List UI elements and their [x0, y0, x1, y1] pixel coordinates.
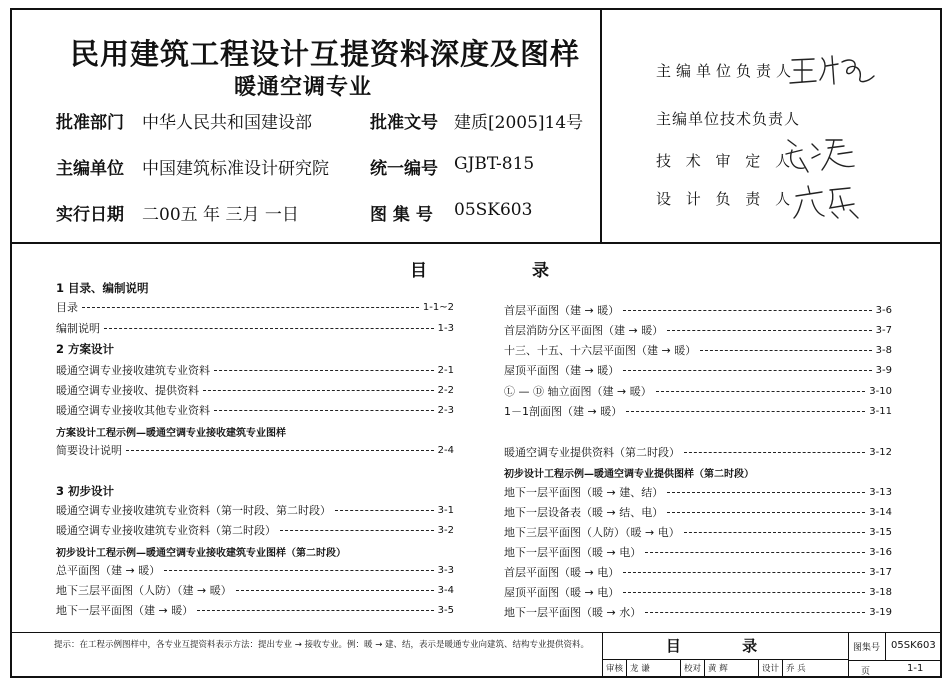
- toc-entry-page: 3-4: [437, 584, 454, 596]
- signature-strip: [603, 660, 849, 676]
- meta-label-effective-date: 实行日期: [56, 205, 124, 225]
- leader-line: [667, 330, 871, 331]
- toc-title-left: 目: [410, 261, 427, 281]
- meta-label-editor-unit: 主编单位: [56, 159, 124, 179]
- leader-line: [104, 328, 434, 329]
- footer-note: 提示：在工程示例图样中，各专业互提资料表示方法：提出专业 → 接收专业。例：暖 → 建、结，表示是暖通专业向建筑、结构专业提供资料。: [54, 640, 590, 650]
- sign-name-review: 龙 谦: [627, 660, 681, 676]
- toc-entry[interactable]: [56, 441, 454, 459]
- leader-line: [280, 530, 434, 531]
- toc-entry[interactable]: [56, 521, 454, 539]
- toc-entry-page: 3-11: [869, 405, 892, 417]
- toc-entry-label: Ⓛ — Ⓓ 轴立面图（建 → 暖）: [504, 385, 652, 398]
- meta-label-atlas-no: 图 集 号: [370, 205, 433, 225]
- drawing-sheet: [10, 8, 942, 678]
- toc-subheading: 初步设计工程示例—暖通空调专业提供图样（第二时段）: [504, 469, 754, 480]
- toc-entry-label: 暖通空调专业接收其他专业资料: [56, 404, 210, 417]
- signature-technical-head: [782, 132, 862, 176]
- atlas-no-label: 图集号: [853, 643, 881, 653]
- toc-entry-page: 3-10: [869, 385, 892, 397]
- toc-entry-page: 3-14: [869, 506, 892, 518]
- atlas-title: 民用建筑工程设计互提资料深度及图样: [70, 37, 581, 71]
- toc-entry-page: 2-4: [437, 444, 454, 456]
- toc-entry-label: 简要设计说明: [56, 444, 122, 457]
- toc-section-3: 3 初步设计: [56, 484, 115, 498]
- meta-value-atlas-no: 05SK603: [454, 200, 533, 220]
- toc-entry[interactable]: [504, 402, 892, 420]
- toc-entry-label: 屋顶平面图（暖 → 电）: [504, 586, 620, 599]
- toc-entry-page: 3-7: [875, 324, 892, 336]
- toc-entry-page: 3-9: [875, 364, 892, 376]
- toc-subheading: 方案设计工程示例—暖通空调专业接收建筑专业图样: [56, 428, 286, 439]
- toc-entry-label: 总平面图（建 → 暖）: [56, 564, 161, 577]
- toc-entry[interactable]: [56, 381, 454, 399]
- toc-entry-label: 地下一层平面图（暖 → 水）: [504, 606, 642, 619]
- toc-entry-label: 暖通空调专业接收建筑专业资料（第一时段、第二时段）: [56, 504, 331, 517]
- toc-entry-label: 地下一层平面图（暖 → 电）: [504, 546, 642, 559]
- title-block-divider: [849, 660, 941, 661]
- toc-entry-label: 屋顶平面图（建 → 暖）: [504, 364, 620, 377]
- toc-entry-label: 地下一层平面图（暖 → 建、结）: [504, 486, 664, 499]
- toc-entry-label: 编制说明: [56, 322, 100, 335]
- toc-entry-page: 3-13: [869, 486, 892, 498]
- leader-line: [626, 411, 865, 412]
- toc-entry-label: 首层平面图（暖 → 电）: [504, 566, 620, 579]
- toc-entry-label: 1－1剖面图（建 → 暖）: [504, 405, 623, 418]
- toc-entry-page: 3-16: [869, 546, 892, 558]
- responsible-persons-block: [600, 10, 940, 242]
- leader-line: [82, 307, 419, 308]
- leader-line: [684, 532, 866, 533]
- toc-entry-label: 地下三层平面图（人防）（建 → 暖）: [56, 584, 232, 597]
- toc-entry[interactable]: [56, 601, 454, 619]
- meta-value-approval-dept: 中华人民共和国建设部: [142, 113, 312, 133]
- leader-line: [656, 391, 866, 392]
- sign-label-review: 审核: [603, 660, 627, 676]
- leader-line: [700, 350, 871, 351]
- sign-name-design: 乔 兵: [786, 664, 806, 674]
- toc-entry-page: 3-2: [437, 524, 454, 536]
- toc-entry[interactable]: [504, 382, 892, 400]
- title-block-divider: [885, 632, 886, 660]
- toc-entry[interactable]: [56, 298, 454, 316]
- toc-entry[interactable]: [504, 503, 892, 521]
- toc-subheading: 初步设计工程示例—暖通空调专业接收建筑专业图样（第二时段）: [56, 548, 346, 559]
- toc-section-2: 2 方案设计: [56, 342, 115, 356]
- leader-line: [623, 310, 871, 311]
- toc-entry-page: 3-15: [869, 526, 892, 538]
- leader-line: [214, 410, 434, 411]
- sign-name-check: 黄 辉: [705, 660, 759, 676]
- leader-line: [623, 592, 865, 593]
- leader-line: [214, 370, 434, 371]
- page-value: 1-1: [907, 663, 924, 674]
- toc-entry-label: 首层消防分区平面图（建 → 暖）: [504, 324, 664, 337]
- toc-entry-page: 3-1: [437, 504, 454, 516]
- leader-line: [645, 552, 865, 553]
- toc-entry-page: 3-12: [869, 446, 892, 458]
- header-divider: [12, 242, 940, 244]
- sign-label-check: 校对: [681, 660, 705, 676]
- toc-entry-label: 十三、十五、十六层平面图（建 → 暖）: [504, 344, 697, 357]
- toc-entry[interactable]: [504, 583, 892, 601]
- toc-entry-page: 3-17: [869, 566, 892, 578]
- toc-entry-label: 暖通空调专业接收建筑专业资料（第二时段）: [56, 524, 276, 537]
- leader-line: [164, 570, 433, 571]
- leader-line: [203, 390, 434, 391]
- toc-entry[interactable]: [504, 543, 892, 561]
- header-info-block: [12, 10, 600, 242]
- atlas-subtitle: 暖通空调专业: [234, 75, 373, 100]
- toc-entry[interactable]: [56, 561, 454, 579]
- signature-design-lead: [792, 182, 872, 222]
- toc-entry[interactable]: [56, 401, 454, 419]
- toc-entry[interactable]: [56, 581, 454, 599]
- toc-entry[interactable]: [504, 523, 892, 541]
- toc-entry-label: 地下一层设备表（暖 → 结、电）: [504, 506, 664, 519]
- leader-line: [645, 612, 865, 613]
- toc-entry-label: 目录: [56, 301, 78, 314]
- toc-entry[interactable]: [504, 341, 892, 359]
- toc-entry-page: 3-3: [437, 564, 454, 576]
- meta-label-unified-no: 统一编号: [370, 159, 438, 179]
- toc-entry-label: 暖通空调专业接收建筑专业资料: [56, 364, 210, 377]
- toc-entry-label: 暖通空调专业提供资料（第二时段）: [504, 446, 680, 459]
- toc-entry-page: 2-2: [437, 384, 454, 396]
- toc-entry-page: 3-6: [875, 304, 892, 316]
- toc-title-right: 录: [532, 261, 549, 281]
- toc-entry[interactable]: [504, 563, 892, 581]
- toc-entry[interactable]: [504, 301, 892, 319]
- toc-entry-page: 2-1: [437, 364, 454, 376]
- leader-line: [667, 492, 865, 493]
- role-design-lead: 设 计 负 责 人: [656, 190, 796, 208]
- leader-line: [197, 610, 433, 611]
- meta-value-approval-no: 建质[2005]14号: [454, 113, 584, 133]
- meta-value-effective-date: 二00五 年 三月 一日: [142, 205, 299, 225]
- toc-entry[interactable]: [504, 361, 892, 379]
- toc-section-1: 1 目录、编制说明: [56, 281, 149, 295]
- title-block: [602, 632, 940, 678]
- role-chief-unit-head: 主编单位负责人: [656, 62, 797, 80]
- meta-value-unified-no: GJBT-815: [454, 154, 535, 174]
- toc-entry[interactable]: [504, 443, 892, 461]
- leader-line: [623, 370, 871, 371]
- toc-entry-label: 地下一层平面图（建 → 暖）: [56, 604, 194, 617]
- toc-entry-page: 2-3: [437, 404, 454, 416]
- meta-value-editor-unit: 中国建筑标准设计研究院: [142, 159, 329, 179]
- sheet-title: 目 录: [603, 632, 849, 660]
- toc-entry-page: 1-3: [437, 322, 454, 334]
- toc-entry-page: 1-1~2: [422, 301, 454, 313]
- toc-entry[interactable]: [56, 319, 454, 337]
- toc-entry[interactable]: [504, 321, 892, 339]
- role-chief-technical-head: 主编单位技术负责人: [656, 110, 801, 128]
- leader-line: [623, 572, 865, 573]
- role-technical-approver: 技 术 审 定 人: [656, 152, 796, 170]
- page-label: 页: [861, 667, 871, 677]
- toc-entry[interactable]: [504, 483, 892, 501]
- sign-label-design: 设计: [759, 660, 783, 676]
- atlas-no-value: 05SK603: [891, 640, 936, 651]
- toc-entry-page: 3-8: [875, 344, 892, 356]
- leader-line: [684, 452, 865, 453]
- meta-label-approval-dept: 批准部门: [56, 113, 124, 133]
- toc-entry[interactable]: [56, 361, 454, 379]
- toc-entry-page: 3-5: [437, 604, 454, 616]
- toc-entry-label: 地下三层平面图（人防）（暖 → 电）: [504, 526, 680, 539]
- toc-entry-label: 暖通空调专业接收、提供资料: [56, 384, 199, 397]
- leader-line: [667, 512, 865, 513]
- toc-entry-page: 3-19: [869, 606, 892, 618]
- toc-entry-label: 首层平面图（建 → 暖）: [504, 304, 620, 317]
- meta-label-approval-no: 批准文号: [370, 113, 438, 133]
- toc-entry[interactable]: [504, 603, 892, 621]
- leader-line: [236, 590, 434, 591]
- leader-line: [335, 510, 434, 511]
- leader-line: [126, 450, 434, 451]
- toc-entry[interactable]: [56, 501, 454, 519]
- signature-unit-head: [788, 50, 878, 90]
- toc-entry-page: 3-18: [869, 586, 892, 598]
